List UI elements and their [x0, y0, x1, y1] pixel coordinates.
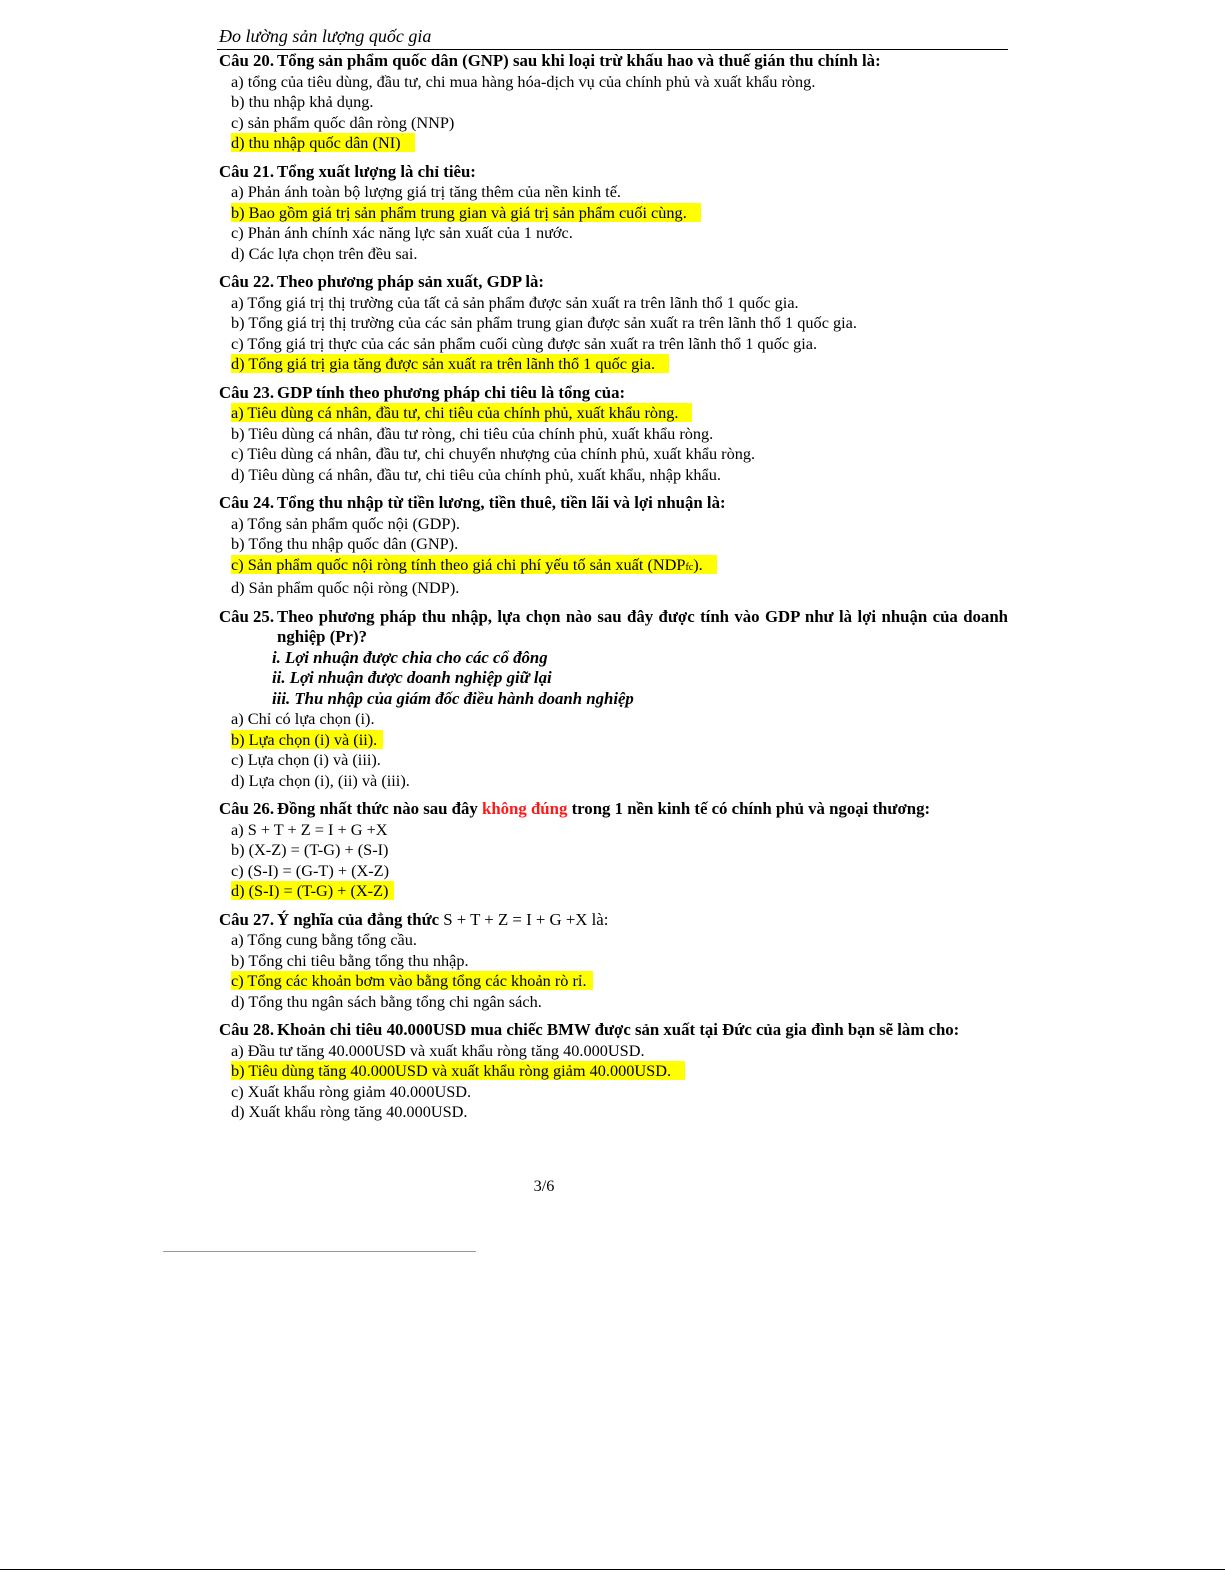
sub-choices: [219, 648, 1008, 710]
question-20: [219, 51, 1008, 154]
option-a: a) Chỉ có lựa chọn (i).: [231, 709, 375, 728]
option-c-answer: [219, 555, 1008, 579]
option-a: a) Tổng sản phẩm quốc nội (GDP).: [231, 513, 460, 533]
option-c: c) sản phẩm quốc dân ròng (NNP): [231, 112, 455, 132]
option-a: a) Phản ánh toàn bộ lượng giá trị tăng thêm của nền kinh tế.: [231, 182, 621, 201]
question-stem: [219, 1020, 1008, 1041]
answer-highlight: d) thu nhập quốc dân (NI): [231, 133, 415, 152]
header-rule: [217, 49, 1008, 50]
option-b: b) Tổng giá trị thị trường của các sản phẩm trung gian được sản xuất ra trên lãnh thổ 1 quốc gia.: [231, 313, 857, 332]
option-c: c) Lựa chọn (i) và (iii).: [231, 750, 381, 769]
question-number: Câu 24.: [219, 493, 275, 512]
question-text: GDP tính theo phương pháp chi tiêu là tổng của:: [277, 382, 626, 402]
option-c-answer: [219, 971, 1008, 992]
option-d: d) Lựa chọn (i), (ii) và (iii).: [231, 770, 410, 790]
option-b-answer: [219, 1061, 1008, 1082]
answer-highlight: d) (S-I) = (T-G) + (X-Z): [231, 881, 394, 900]
question-text: Theo phương pháp thu nhập, lựa chọn nào sau đây được tính vào GDP như là lợi nhuận của doanh nghiệp (Pr)?: [277, 606, 1008, 646]
question-25: [219, 607, 1008, 792]
question-number: Câu 22.: [219, 272, 275, 291]
question-number: Câu 26.: [219, 799, 275, 818]
option-d-answer: [219, 354, 1008, 375]
running-header: Đo lường sản lượng quốc gia: [219, 26, 432, 46]
option-c: c) Xuất khẩu ròng giảm 40.000USD.: [231, 1081, 472, 1101]
option-a: a) tổng của tiêu dùng, đầu tư, chi mua hàng hóa-dịch vụ của chính phủ và xuất khẩu ròng.: [231, 71, 816, 91]
option-a-answer: [219, 403, 1008, 424]
question-text: Đồng nhất thức nào sau đây không đúng trong 1 nền kinh tế có chính phủ và ngoại thương:: [277, 799, 931, 818]
option-d-answer: [219, 881, 1008, 902]
page-number: 3/6: [533, 1176, 555, 1195]
question-23: [219, 383, 1008, 486]
question-21: [219, 162, 1008, 265]
option-d: d) Xuất khẩu ròng tăng 40.000USD.: [231, 1102, 468, 1121]
answer-highlight: c) Sản phẩm quốc nội ròng tính theo giá chi phí yếu tố sản xuất (NDPfc).: [231, 555, 717, 574]
option-c: c) Phản ánh chính xác năng lực sản xuất của 1 nước.: [231, 223, 573, 242]
question-number: Câu 21.: [219, 161, 275, 181]
question-27: [219, 910, 1008, 1013]
option-b: b) Tiêu dùng cá nhân, đầu tư ròng, chi tiêu của chính phủ, xuất khẩu ròng.: [231, 423, 714, 443]
option-d-answer: [219, 133, 1008, 154]
option-d: d) Các lựa chọn trên đều sai.: [231, 243, 418, 263]
option-b-answer: [219, 203, 1008, 224]
option-c: c) (S-I) = (G-T) + (X-Z): [231, 860, 390, 880]
sub-choice-ii: ii. Lợi nhuận được doanh nghiệp giữ lại: [272, 668, 552, 687]
option-a: a) Tổng cung bằng tổng cầu.: [231, 930, 417, 949]
question-text: Theo phương pháp sản xuất, GDP là:: [277, 272, 544, 291]
question-number: Câu 20.: [219, 51, 275, 70]
option-b: b) Tổng chi tiêu bằng tổng thu nhập.: [231, 950, 469, 970]
question-22: [219, 272, 1008, 375]
option-b: b) Tổng thu nhập quốc dân (GNP).: [231, 534, 459, 553]
option-a: a) Tổng giá trị thị trường của tất cả sản phẩm được sản xuất ra trên lãnh thổ 1 quốc gia.: [231, 292, 799, 312]
question-28: [219, 1020, 1008, 1123]
question-stem: [219, 272, 1008, 293]
option-d: d) Sản phẩm quốc nội ròng (NDP).: [231, 578, 460, 597]
answer-highlight: b) Lựa chọn (i) và (ii).: [231, 730, 383, 749]
question-stem: [219, 51, 1008, 72]
answer-highlight: b) Tiêu dùng tăng 40.000USD và xuất khẩu ròng giảm 40.000USD.: [231, 1061, 685, 1080]
option-a: a) S + T + Z = I + G +X: [231, 819, 388, 839]
option-c: c) Tổng giá trị thực của các sản phẩm cuối cùng được sản xuất ra trên lãnh thổ 1 quốc gia.: [231, 333, 818, 353]
question-26: [219, 799, 1008, 902]
option-b: b) thu nhập khả dụng.: [231, 92, 374, 111]
question-number: Câu 23.: [219, 382, 275, 402]
option-c: c) Tiêu dùng cá nhân, đầu tư, chi chuyển nhượng của chính phủ, xuất khẩu ròng.: [231, 444, 756, 463]
question-text: Tổng xuất lượng là chỉ tiêu:: [277, 161, 476, 181]
sub-choice-iii: iii. Thu nhập của giám đốc điều hành doanh nghiệp: [272, 688, 634, 708]
option-b-answer: [219, 730, 1008, 751]
option-b: b) (X-Z) = (T-G) + (S-I): [231, 840, 389, 859]
question-stem: [219, 799, 1008, 820]
option-a: a) Đầu tư tăng 40.000USD và xuất khẩu ròng tăng 40.000USD.: [231, 1040, 645, 1060]
page-bottom-rule: [0, 1569, 1225, 1570]
question-number: Câu 25.: [219, 606, 275, 626]
answer-highlight: a) Tiêu dùng cá nhân, đầu tư, chi tiêu của chính phủ, xuất khẩu ròng.: [231, 403, 692, 422]
question-stem: [219, 383, 1008, 404]
question-stem: [219, 607, 1008, 648]
question-number: Câu 27.: [219, 909, 275, 929]
question-text: Ý nghĩa của đẳng thức S + T + Z = I + G +X là:: [277, 909, 609, 929]
question-stem: [219, 162, 1008, 183]
question-stem: [219, 493, 1008, 514]
question-number: Câu 28.: [219, 1020, 275, 1039]
question-text: Khoản chi tiêu 40.000USD mua chiếc BMW được sản xuất tại Đức của gia đình bạn sẽ làm cho:: [277, 1020, 960, 1039]
footnote-separator: [163, 1251, 476, 1252]
question-stem: [219, 910, 1008, 931]
option-d: d) Tổng thu ngân sách bằng tổng chi ngân sách.: [231, 991, 542, 1011]
question-24: [219, 493, 1008, 599]
answer-highlight: b) Bao gồm giá trị sản phẩm trung gian và giá trị sản phẩm cuối cùng.: [231, 203, 701, 222]
question-list: [219, 51, 1008, 1131]
answer-highlight: c) Tổng các khoản bơm vào bằng tổng các khoản rò rỉ.: [231, 971, 593, 990]
answer-highlight: d) Tổng giá trị gia tăng được sản xuất ra trên lãnh thổ 1 quốc gia.: [231, 354, 669, 373]
subscript: fc: [685, 561, 694, 573]
option-d: d) Tiêu dùng cá nhân, đầu tư, chi tiêu của chính phủ, xuất khẩu, nhập khẩu.: [231, 464, 721, 484]
emphasis-not-correct: không đúng: [482, 799, 568, 818]
question-text: Tổng thu nhập từ tiền lương, tiền thuê, tiền lãi và lợi nhuận là:: [277, 493, 726, 512]
question-text: Tổng sản phẩm quốc dân (GNP) sau khi loại trừ khấu hao và thuế gián thu chính là:: [277, 51, 881, 70]
sub-choice-i: i. Lợi nhuận được chia cho các cổ đông: [272, 647, 548, 667]
